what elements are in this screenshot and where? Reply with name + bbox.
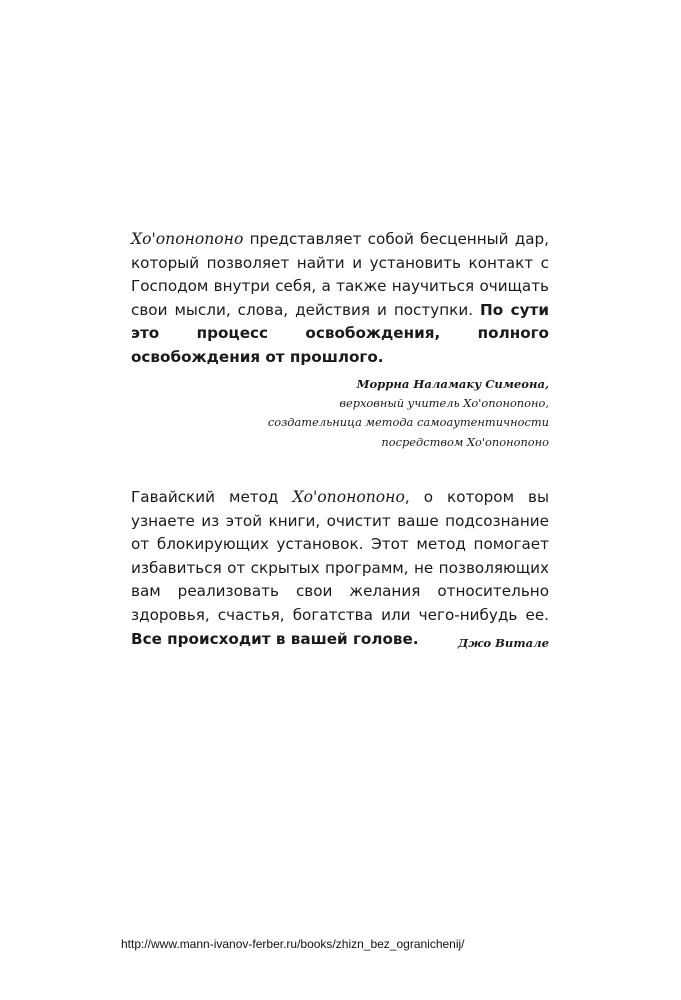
quote-hawaiian-method xyxy=(131,486,549,651)
italic-term: Хо'опонопоно xyxy=(292,488,405,506)
quote-bold-text: Все происходит в вашей голове. xyxy=(131,629,419,648)
quote-text: представляет собой бесценный дар, который позволяет найти и установить контакт с Господом внутри себя, а также научиться очищать свои мысли, слова, действия и поступки. xyxy=(131,230,549,319)
attribution-vitale xyxy=(131,633,549,653)
quote-text: , о котором вы узнаете из этой книги, очистит ваше подсознание от блокирующих установок. Этот метод помогает избавиться от скрытых программ, не позволяющих вам реализовать свои желания относительно здоровья, счастья, богатства или чего-нибудь ее. xyxy=(131,488,550,624)
attribution-role-line: посредством Хо'опонопоно xyxy=(381,434,549,449)
quote-paragraph xyxy=(131,228,549,370)
quote-paragraph xyxy=(131,486,549,651)
attribution-simeona xyxy=(131,374,549,452)
footer-url-link[interactable]: http://www.mann-ivanov-ferber.ru/books/zhizn_bez_ogranichenij/ xyxy=(121,937,465,951)
italic-term: Хо'опонопоно xyxy=(131,230,244,248)
attribution-author: Джо Витале xyxy=(457,636,549,650)
attribution-author: Моррна Наламаку Симеона, xyxy=(356,377,549,391)
quote-text-start: Гавайский метод xyxy=(131,488,293,506)
quote-bold-text: По сути это процесс освобождения, полного освобождения от прошлого. xyxy=(131,300,549,366)
quote-hooponopono-simeona xyxy=(131,228,549,370)
attribution-role-line: создательница метода самоаутентичности xyxy=(267,415,549,430)
attribution-role-line: верховный учитель Хо'опонопоно, xyxy=(339,396,549,410)
